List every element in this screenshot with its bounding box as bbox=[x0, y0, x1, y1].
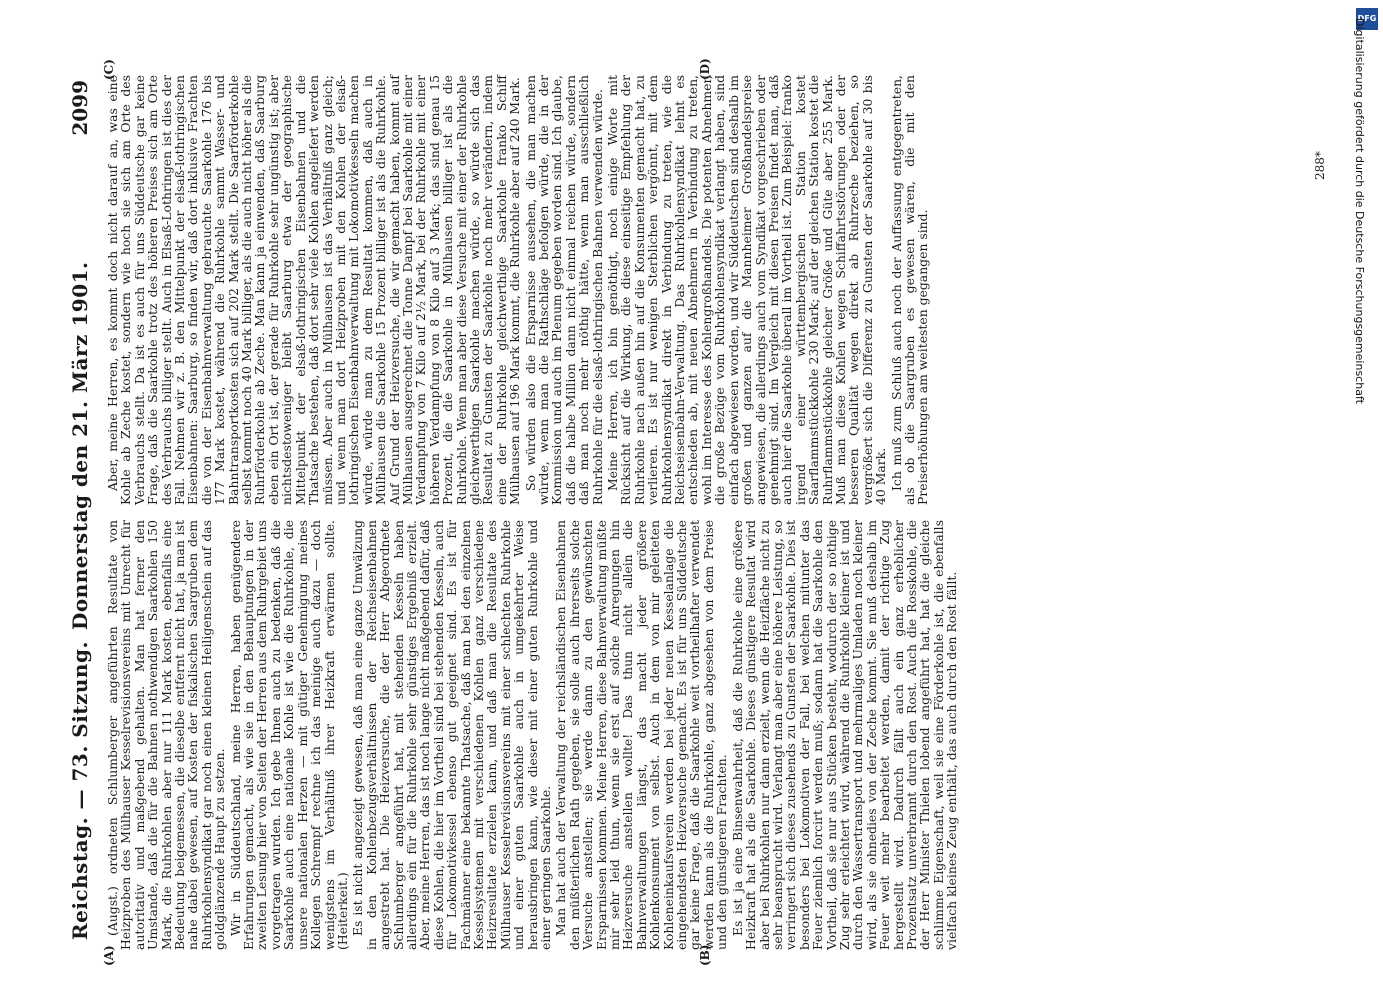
paragraph: Ich muß zum Schluß auch noch der Auffassung entgegentreten, als ob die Saargruben es gewesen wären, die mit den Preiserhöhungen am weitesten gegangen sind. bbox=[888, 75, 931, 505]
page-number: 2099 bbox=[68, 80, 92, 136]
margin-marker-b: (B) bbox=[698, 944, 712, 966]
header-left: Reichstag. — 73. Sitzung. bbox=[68, 641, 92, 940]
rotated-page-content bbox=[58, 58, 1348, 966]
paragraph: Wir in Süddeutschland, meine Herren, haben genügendere Erfahrungen gemacht, als wie sie in den Behauptungen in der zweiten Lesung hier von Seiten der Herren aus dem Ruhrgebiet uns vorgetragen wurden. Ich gebe Ihnen auch zu bedenken, daß die Saarkohle auch eine nationale Kohle ist wie die Ruhrkohle, die unsere nationalen Herzen — mit gütiger Genehmigung meines Kollegen Schrempf rechne ich das meinige auch dazu — doch wenigstens im Verhältniß ihrer Heizkraft erwärmen sollte. (Heiterkeit.) bbox=[227, 520, 350, 950]
paragraph: Es ist nicht angezeigt gewesen, daß man eine ganze Umwälzung in den Kohlenbezugsverhältnissen der Reichseisenbahnen angestrebt hat. Die Heizversuche, die der Herr Abgeordnete Schlumberger angeführt hat, mit stehenden Kesseln haben allerdings ein für die Ruhrkohle sehr günstiges Ergebniß erzielt. Aber, meine Herren, das ist noch lange nicht maßgebend dafür, daß diese Kohlen, die hier im Vortheil sind bei stehenden Kesseln, auch für Lokomotivkessel ebenso gut geeignet sind. Es ist für Fachmänner eine bekannte Thatsache, daß man bei den einzelnen Kesselsystemen mit verschiedenen Kohlen ganz verschiedene Heizresultate erzielen kann, und daß man die Resultate des Mülhauser Kesselrevisionsvereins mit einer schlechten Ruhrkohle und einer guten Saarkohle auch in umgekehrter Weise herausbringen kann, wie dieser mit einer guten Ruhrkohle und einer geringen Saarkohle. bbox=[350, 520, 553, 950]
signature-mark: 288* bbox=[1313, 151, 1327, 180]
page-header bbox=[58, 60, 98, 960]
paragraph: (Augst.) ordneten Schlumberger angeführten Resultate von Heizproben des Mülhauser Kesselrevisionsvereins mit Unrecht für autoritativ und maßgebend gehalten. Man hat ferner den Umstande, daß die für die Bahnen nothwendigen Saarkohlen 150 Mark, die Ruhrkohlen aber nur 111 Mark kosten, ebenfalls eine Bedeutung beigemessen, die dieselbe entfernt nicht hat, ja man ist nahe dabei gewesen, auf Kosten der fiskalischen Saargruben dem Ruhrkohlensyndikat gar noch einen kleinen Heiligenschein auf das goldglänzende Haupt zu setzen. bbox=[105, 520, 228, 950]
header-date: Donnerstag den 21. März 1901. bbox=[68, 261, 92, 630]
column-right bbox=[106, 75, 932, 505]
paragraph: Es ist ja eine Binsenwahrheit, daß die Ruhrkohle eine größere Heizkraft hat als die Saarkohle. Dieses günstigere Resultat wird aber bei Ruhrkohlen nur dann erzielt, wenn die Heizfläche nicht zu sehr beansprucht wird. Verlangt man aber eine höhere Leistung, so verringert sich dieses zusehends zu Gunsten der Saarkohle. Dies ist besonders bei Lokomotiven der Fall, bei welchen mitunter das Feuer ziemlich forcirt werden muß; sodann hat die Saarkohle den Vortheil, daß sie nur aus Stücken besteht, wodurch der so nöthige Zug sehr erleichtert wird, während die Ruhrkohle kleiner ist und durch den Wassertransport und mehrmaliges Umladen noch kleiner wird, als sie ohnedies von der Zeche kommt. Sie muß deshalb im Feuer weit mehr bearbeitet werden, damit der richtige Zug hergestellt wird. Dadurch fällt auch ein ganz erheblicher Prozentsatz unverbrannt durch den Rost. Auch die Rosskohle, die der Herr Minister Thielen lobend angeführt hat, hat die gleiche schlimme Eigenschaft, weil sie eine Förderkohle ist, die ebenfalls vielfach kleines Zeug enthält, das auch durch den Rost fällt. bbox=[729, 520, 960, 950]
column-left bbox=[106, 520, 961, 950]
margin-marker-d: (D) bbox=[698, 58, 712, 80]
dfg-logo: DFG bbox=[1356, 8, 1378, 30]
paragraph: Man hat auch der Verwaltung der reichsländischen Eisenbahnen den müßterlichen Rath gegeben, sie solle auch ihrerseits solche Versuche anstellen; sie werde dann zu den gewünschten Ersparnissen kommen. Meine Herren, diese Bahnverwaltung müßte mir sehr leid thun, wenn sie erst auf solche Anregungen hin Heizversuche anstellen wollte! Das thun nicht allein die Bahnverwaltungen längst, das macht jeder größere Kohlenkonsument von selbst. Auch in dem von mir geleiteten Kohleneinkaufsverein werden bei jeder neuen Kesselanlage die eingehendsten Heizversuche gemacht. Es ist für uns Süddeutsche gar keine Frage, daß die Saarkohle weit vortheilhafter verwendet werden kann als die Ruhrkohle, ganz abgesehen von dem Preise und den günstigeren Frachten. bbox=[553, 520, 730, 950]
digitization-note: Digitalisierung gefördert durch die Deutsche Forschungsgemeinschaft bbox=[1353, 18, 1366, 404]
paragraph: Aber, meine Herren, es kommt doch nicht darauf an, was eine Kohle ab Zeche kostet, sondern wie hoch sie sich am Orte des Verbrauchs stellt. Da ist es auch für uns Süddeutsche gar keine Frage, daß die Saarkohle trotz des höheren Preises sich am Orte des Verbrauchs billiger stellt. Auch in Elsaß-Lothringen ist dies der Fall. Nehmen wir z. B. den Mittelpunkt der elsaß-lothringischen Eisenbahnen: Saarburg, so finden wir, daß dort inklusive Frachten die von der Eisenbahnverwaltung gebrauchte Saarkohle 176 bis 177 Mark kostet, während die Ruhrkohle sammt Wasser- und Bahntransportkosten sich auf 202 Mark stellt. Die Saarförderkohle selbst kommt noch 40 Mark billiger, als die auch nicht höher als die Ruhrförderkohle ab Zeche. Man kann ja einwenden, daß Saarburg eben ein Ort ist, der gerade für Ruhrkohle sehr ungünstig ist; aber nichtsdestoweniger bleibt Saarburg etwa der geographische Mittelpunkt der elsaß-lothringischen Eisenbahnen und die Thatsache bestehen, daß dort sehr viele Kohlen angeliefert werden müssen. Aber auch in Mülhausen ist das Verhältniß ganz gleich; und wenn man dort Heizproben mit den Kohlen der elsaß-lothringischen Eisenbahnverwaltung mit Lokomotivkesseln machen würde, würde man zu dem Resultat kommen, daß auch in Mülhausen die Saarkohle 15 Prozent billiger ist als die Ruhrkohle. Auf Grund der Heizversuche, die wir gemacht haben, kommt auf Mülhausen ausgerechnet die Tonne Dampf bei Saarkohle mit einer Verdampfung von 7 Kilo auf 2½ Mark, bei der Ruhrkohle mit einer höheren Verdampfung von 8 Kilo auf 3 Mark; das sind genau 15 Prozent, die die Saarkohle in Mülhausen billiger ist als die Ruhrkohle. Wenn man aber diese Versuche mit einer der Ruhrkohle gleichwerthigen Saarkohle machen würde, so würde sich das Resultat zu Gunsten der Saarkohle noch mehr verändern, indem eine der Ruhrkohle gleichwerthige Saarkohle franko Schiff Mülhausen auf 196 Mark kommt, die Ruhrkohle aber auf 240 Mark. bbox=[105, 75, 523, 505]
margin-marker-c: (C) bbox=[102, 59, 116, 80]
paragraph: So würden also die Ersparnisse aussehen, die man machen würde, wenn man die Rathschläge befolgen würde, die in der Kommission und auch im Plenum gegeben worden sind. Ich glaube, daß die halbe Million dann nicht einmal reichen würde, sondern daß man noch mehr nöthig hätte, wenn man ausschließlich Ruhrkohle für die elsaß-lothringischen Bahnen verwenden würde. bbox=[522, 75, 605, 505]
margin-marker-a: (A) bbox=[102, 945, 116, 966]
paragraph: Meine Herren, ich bin genöthigt, noch einige Worte mit Rücksicht auf die Wirkung, die diese einseitige Empfehlung der Ruhrkohle nach außen hin auf die Konsumenten gemacht hat, zu verlieren. Es ist nur wenigen Sterblichen vergönnt, mit dem Ruhrkohlensyndikat direkt in Verbindung zu treten, wie die Reichseisenbahn-Verwaltung. Das Ruhrkohlensyndikat lehnt es entschieden ab, mit neuen Abnehmern in Verbindung zu treten, wohl im Interesse des Kohlengroßhandels. Die potenten Abnehmer, die große Bezüge vom Ruhrkohlensyndikat verlangt haben, sind einfach abgewiesen worden, und wir Süddeutschen sind deshalb im großen und ganzen auf die Mannheimer Großhandelspreise angewiesen, die allerdings auch vom Syndikat vorgeschrieben oder genehmigt sind. Im Vergleich mit diesen Preisen findet man, daß auch hier die Saarkohle überall im Vortheil ist. Zum Beispiel: franko irgend einer württembergischen Station kostet Saarflammstückkohle 230 Mark; auf der gleichen Station kostet die Ruhrflammstückkohle gleicher Größe und Güte aber 255 Mark. Muß man diese Kohlen wegen Schiffahrtsstörungen oder der besseren Qualität wegen direkt ab Ruhrzeche beziehen, so vergrößert sich die Differenz zu Gunsten der Saarkohle auf 30 bis 40 Mark. bbox=[605, 75, 889, 505]
